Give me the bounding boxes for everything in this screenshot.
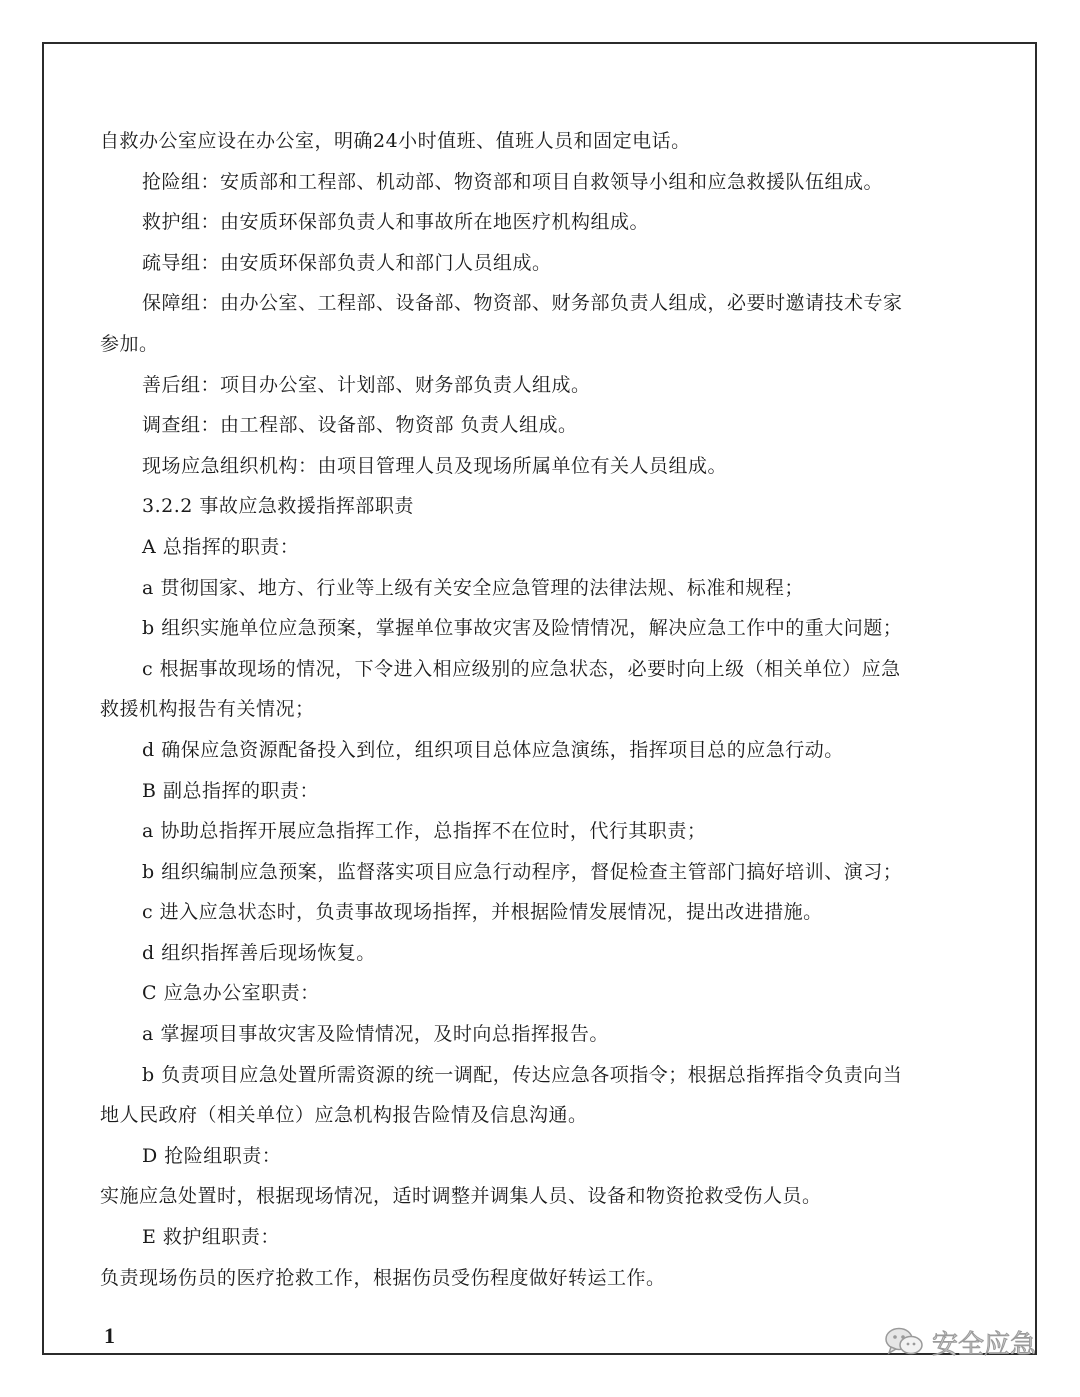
text-line: d 组织指挥善后现场恢复。 [142,941,376,964]
text-line: 地人民政府（相关单位）应急机构报告险情及信息沟通。 [100,1104,588,1127]
text-line: c 根据事故现场的情况，下令进入相应级别的应急状态，必要时向上级（相关单位）应急 [142,657,901,680]
text-line: d 确保应急资源配备投入到位，组织项目总体应急演练，指挥项目总的应急行动。 [142,738,844,761]
text-line: 救援机构报告有关情况； [100,698,315,721]
wechat-icon [884,1326,924,1358]
text-line: 救护组：由安质环保部负责人和事故所在地医疗机构组成。 [142,211,650,234]
text-line: c 进入应急状态时，负责事故现场指挥，并根据险情发展情况，提出改进措施。 [142,901,823,924]
text-line: D 抢险组职责： [142,1144,282,1167]
text-line: 疏导组：由安质环保部负责人和部门人员组成。 [142,251,552,274]
text-line: 调查组：由工程部、设备部、物资部 负责人组成。 [142,414,578,437]
watermark [884,1322,1036,1362]
text-line: B 副总指挥的职责： [142,779,320,802]
text-line: 保障组：由办公室、工程部、设备部、物资部、财务部负责人组成，必要时邀请技术专家 [142,292,903,315]
text-line: 3.2.2 事故应急救援指挥部职责 [142,495,414,518]
text-line: A 总指挥的职责： [142,535,300,558]
text-line: 自救办公室应设在办公室，明确24小时值班、值班人员和固定电话。 [100,130,691,152]
text-line: 实施应急处置时，根据现场情况，适时调整并调集人员、设备和物资抢救受伤人员。 [100,1185,822,1208]
document-body [100,121,980,1298]
page-number: 1 [104,1323,115,1348]
text-line: a 贯彻国家、地方、行业等上级有关安全应急管理的法律法规、标准和规程； [142,576,804,599]
text-line: 现场应急组织机构：由项目管理人员及现场所属单位有关人员组成。 [142,454,728,477]
text-line: E 救护组职责： [142,1226,280,1249]
text-line: 善后组：项目办公室、计划部、财务部负责人组成。 [142,373,591,396]
text-line: b 负责项目应急处置所需资源的统一调配，传达应急各项指令；根据总指挥指令负责向当 [142,1063,903,1086]
text-line: 参加。 [100,332,159,355]
text-line: 负责现场伤员的医疗抢救工作，根据伤员受伤程度做好转运工作。 [100,1266,666,1289]
text-line: 抢险组：安质部和工程部、机动部、物资部和项目自救领导小组和应急救援队伍组成。 [142,170,884,193]
text-line: b 组织编制应急预案，监督落实项目应急行动程序，督促检查主管部门搞好培训、演习； [142,860,903,883]
text-line: C 应急办公室职责： [142,982,320,1005]
text-line: b 组织实施单位应急预案，掌握单位事故灾害及险情情况，解决应急工作中的重大问题； [142,617,903,640]
text-line: a 协助总指挥开展应急指挥工作，总指挥不在位时，代行其职责； [142,820,707,843]
text-line: a 掌握项目事故灾害及险情情况，及时向总指挥报告。 [142,1023,609,1046]
watermark-text: 安全应急 [932,1329,1037,1360]
